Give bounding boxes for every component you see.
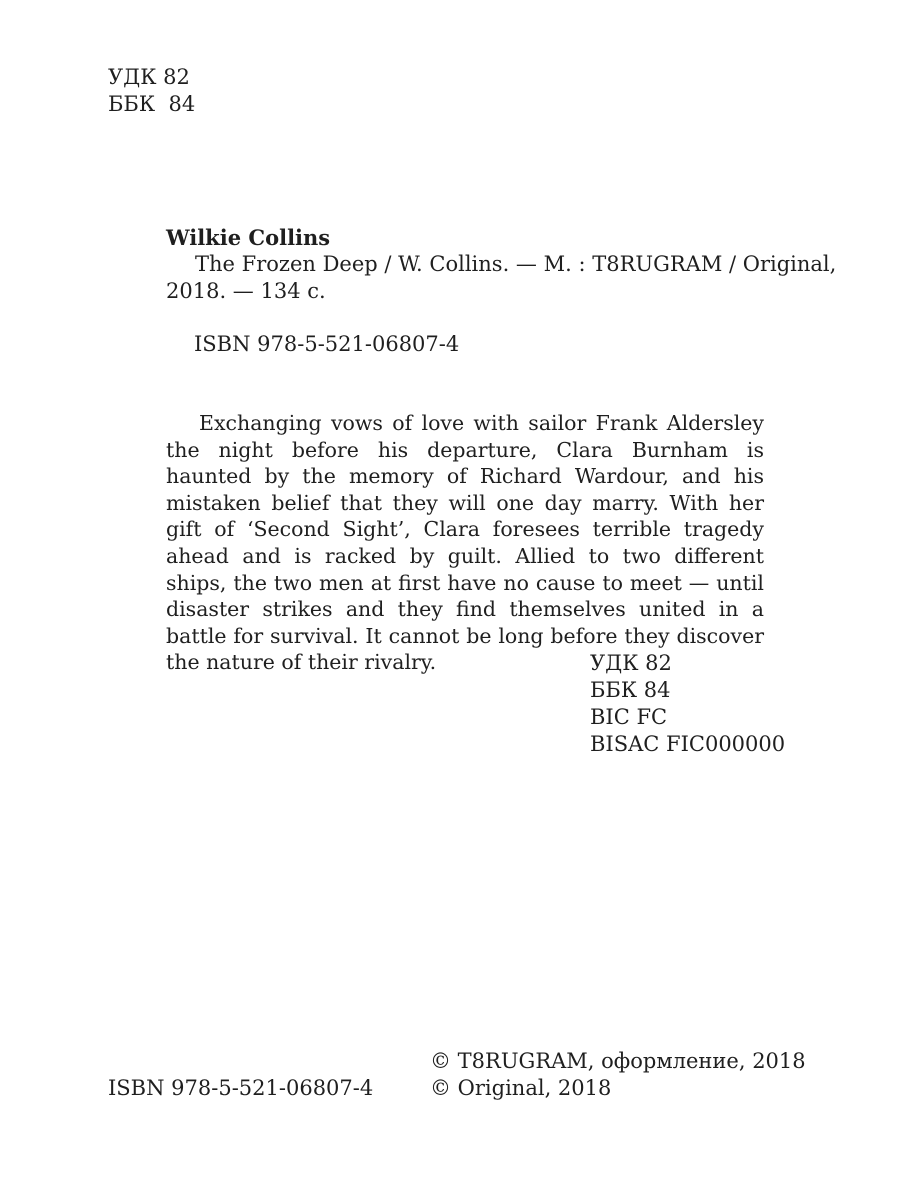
right-classification-codes — [590, 650, 785, 758]
biblio-title-line: The Frozen Deep / W. Collins. — M. : T8RUGRAM / Original, — [195, 252, 837, 276]
author-name: Wilkie Collins — [166, 225, 331, 250]
bbk-code: ББК 84 — [108, 92, 196, 116]
annotation-paragraph — [166, 410, 764, 676]
biblio-imprint-line: 2018. — 134 c. — [166, 279, 326, 303]
copyright-design: © T8RUGRAM, оформление, 2018 — [430, 1049, 806, 1073]
copyright-original: © Original, 2018 — [430, 1076, 612, 1100]
bic-code: BIC FC — [590, 705, 668, 729]
udk-code: УДК 82 — [108, 65, 190, 89]
udk-code-right: УДК 82 — [590, 651, 672, 675]
annotation-text: Exchanging vows of love with sailor Frank Aldersley the night before his departure, Clara Burnham is haunted by the memory of Richard Wardour, and his mistaken belief that they will one day marry. With her gift of ‘Second Sight’, Clara foresees terrible tragedy ahead and is racked by guilt. Allied to two different ships, the two men at first have no cause to meet — until disaster strikes and they find themselves united in a battle for survival. It cannot be long before they discover the nature of their rivalry. — [166, 411, 764, 675]
isbn-record: ISBN 978-5-521-06807-4 — [194, 332, 460, 356]
bbk-code-right: ББК 84 — [590, 678, 671, 702]
copyright-block — [430, 1048, 806, 1102]
footer-isbn: ISBN 978-5-521-06807-4 — [108, 1076, 374, 1100]
bisac-code: BISAC FIC000000 — [590, 732, 786, 756]
top-classification-codes — [108, 64, 195, 118]
bibliographic-record — [166, 224, 837, 305]
